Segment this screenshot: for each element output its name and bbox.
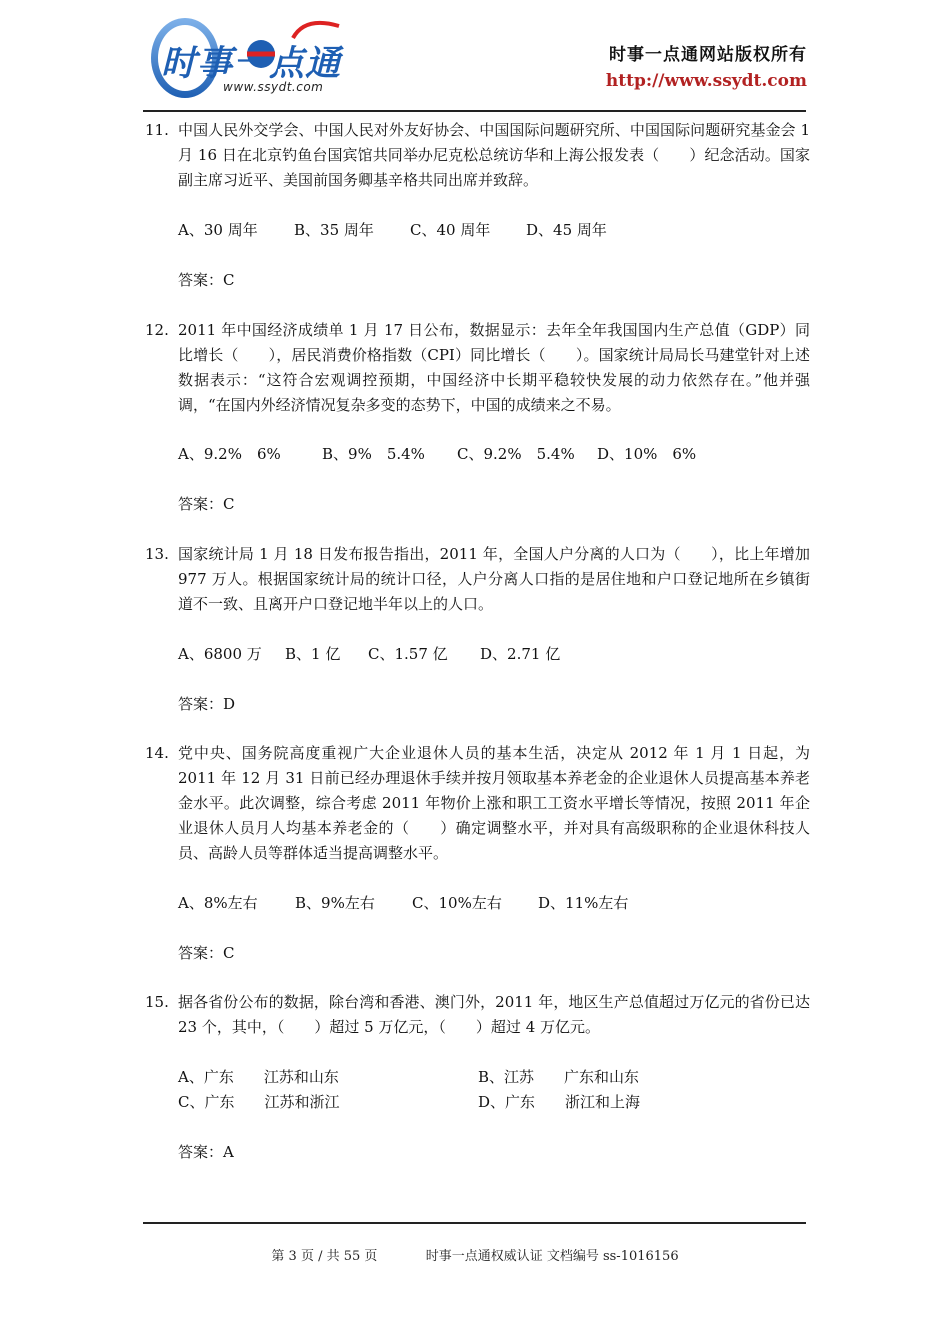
answer-14: 答案：C [178, 944, 235, 962]
options-15 [178, 1065, 738, 1115]
header-rule [143, 110, 806, 112]
question-text: 据各省份公布的数据，除台湾和香港、澳门外，2011 年，地区生产总值超过万亿元的省份已达 23 个，其中，（ ）超过 5 万亿元，（ ）超过 4 万亿元。 [178, 993, 810, 1036]
option-d: D、10% 6% [597, 445, 697, 463]
option-c: C、9.2% 5.4% [457, 445, 575, 463]
answer-11: 答案：C [178, 271, 235, 289]
question-text: 2011 年中国经济成绩单 1 月 17 日公布，数据显示：去年全年我国国内生产总值（GDP）同比增长（ ），居民消费价格指数（CPI）同比增长（ ）。国家统计局局长马建堂针对上述数据表示：“这符合宏观调控预期，中国经济中长期平稳较快发展的动力依然存在。”他并强调，“在国内外经济情况复杂多变的态势下，中国的成绩来之不易。 [178, 321, 810, 414]
options-12 [178, 442, 696, 467]
option-c: C、广东 江苏和浙江 [178, 1093, 340, 1111]
option-d: D、2.71 亿 [480, 645, 561, 663]
options-14 [178, 891, 628, 916]
page-number: 第 3 页 / 共 55 页 [271, 1249, 378, 1264]
option-c: C、40 周年 [410, 221, 491, 239]
options-11 [178, 218, 607, 243]
option-d: D、11%左右 [538, 894, 629, 912]
question-number: 13. [145, 545, 169, 563]
option-a: A、6800 万 [178, 645, 262, 663]
option-b: B、1 亿 [285, 645, 341, 663]
question-11 [145, 118, 810, 193]
question-text: 党中央、国务院高度重视广大企业退休人员的基本生活，决定从 2012 年 1 月 1 日起，为 2011 年 12 月 31 日前已经办理退休手续并按月领取基本养老金的企业退休人员提高基本养老金水平。此次调整，综合考虑 2011 年物价上涨和职工工资水平增长等情况，按照 2011 年企业退休人员月人均基本养老金的（ ）确定调整水平，并对具有高级职称的企业退休科技人员、高龄人员等群体适当提高调整水平。 [178, 744, 810, 862]
answer-12: 答案：C [178, 495, 235, 513]
question-number: 11. [145, 121, 169, 139]
question-number: 15. [145, 993, 169, 1011]
footer-rule [143, 1222, 806, 1224]
options-13 [178, 642, 560, 667]
header-title: 时事一点通网站版权所有 [609, 45, 807, 65]
site-logo [143, 10, 358, 105]
option-a: A、8%左右 [178, 894, 258, 912]
option-a: A、广东 江苏和山东 [178, 1068, 339, 1086]
question-15 [145, 990, 810, 1040]
question-13 [145, 542, 810, 617]
logo-text: 时事一点通 [161, 44, 342, 84]
option-a: A、30 周年 [178, 221, 258, 239]
page-footer [0, 1245, 950, 1264]
option-b: B、9% 5.4% [322, 445, 425, 463]
header-right [606, 40, 807, 91]
answer-13: 答案：D [178, 695, 236, 713]
option-a: A、9.2% 6% [178, 445, 281, 463]
question-14 [145, 741, 810, 866]
option-b: B、9%左右 [295, 894, 375, 912]
answer-15: 答案：A [178, 1143, 234, 1161]
document-id: 时事一点通权威认证 文档编号 ss-1016156 [425, 1249, 679, 1264]
question-number: 12. [145, 321, 169, 339]
header-url-link[interactable]: http://www.ssydt.com [605, 71, 807, 91]
option-c: C、1.57 亿 [368, 645, 448, 663]
question-12 [145, 318, 810, 418]
option-b: B、江苏 广东和山东 [478, 1068, 640, 1086]
option-b: B、35 周年 [294, 221, 374, 239]
option-d: D、45 周年 [526, 221, 607, 239]
logo-url: www.ssydt.com [223, 80, 324, 94]
question-number: 14. [145, 744, 169, 762]
question-text: 中国人民外交学会、中国人民对外友好协会、中国国际问题研究所、中国国际问题研究基金会 1 月 16 日在北京钓鱼台国宾馆共同举办尼克松总统访华和上海公报发表（ ）纪念活动。国家副主席习近平、美国前国务卿基辛格共同出席并致辞。 [178, 121, 810, 189]
option-c: C、10%左右 [412, 894, 502, 912]
question-text: 国家统计局 1 月 18 日发布报告指出，2011 年，全国人户分离的人口为（ ），比上年增加 977 万人。根据国家统计局的统计口径，人户分离人口指的是居住地和户口登记地所在乡镇街道不一致、且离开户口登记地半年以上的人口。 [178, 545, 810, 613]
option-d: D、广东 浙江和上海 [478, 1093, 641, 1111]
